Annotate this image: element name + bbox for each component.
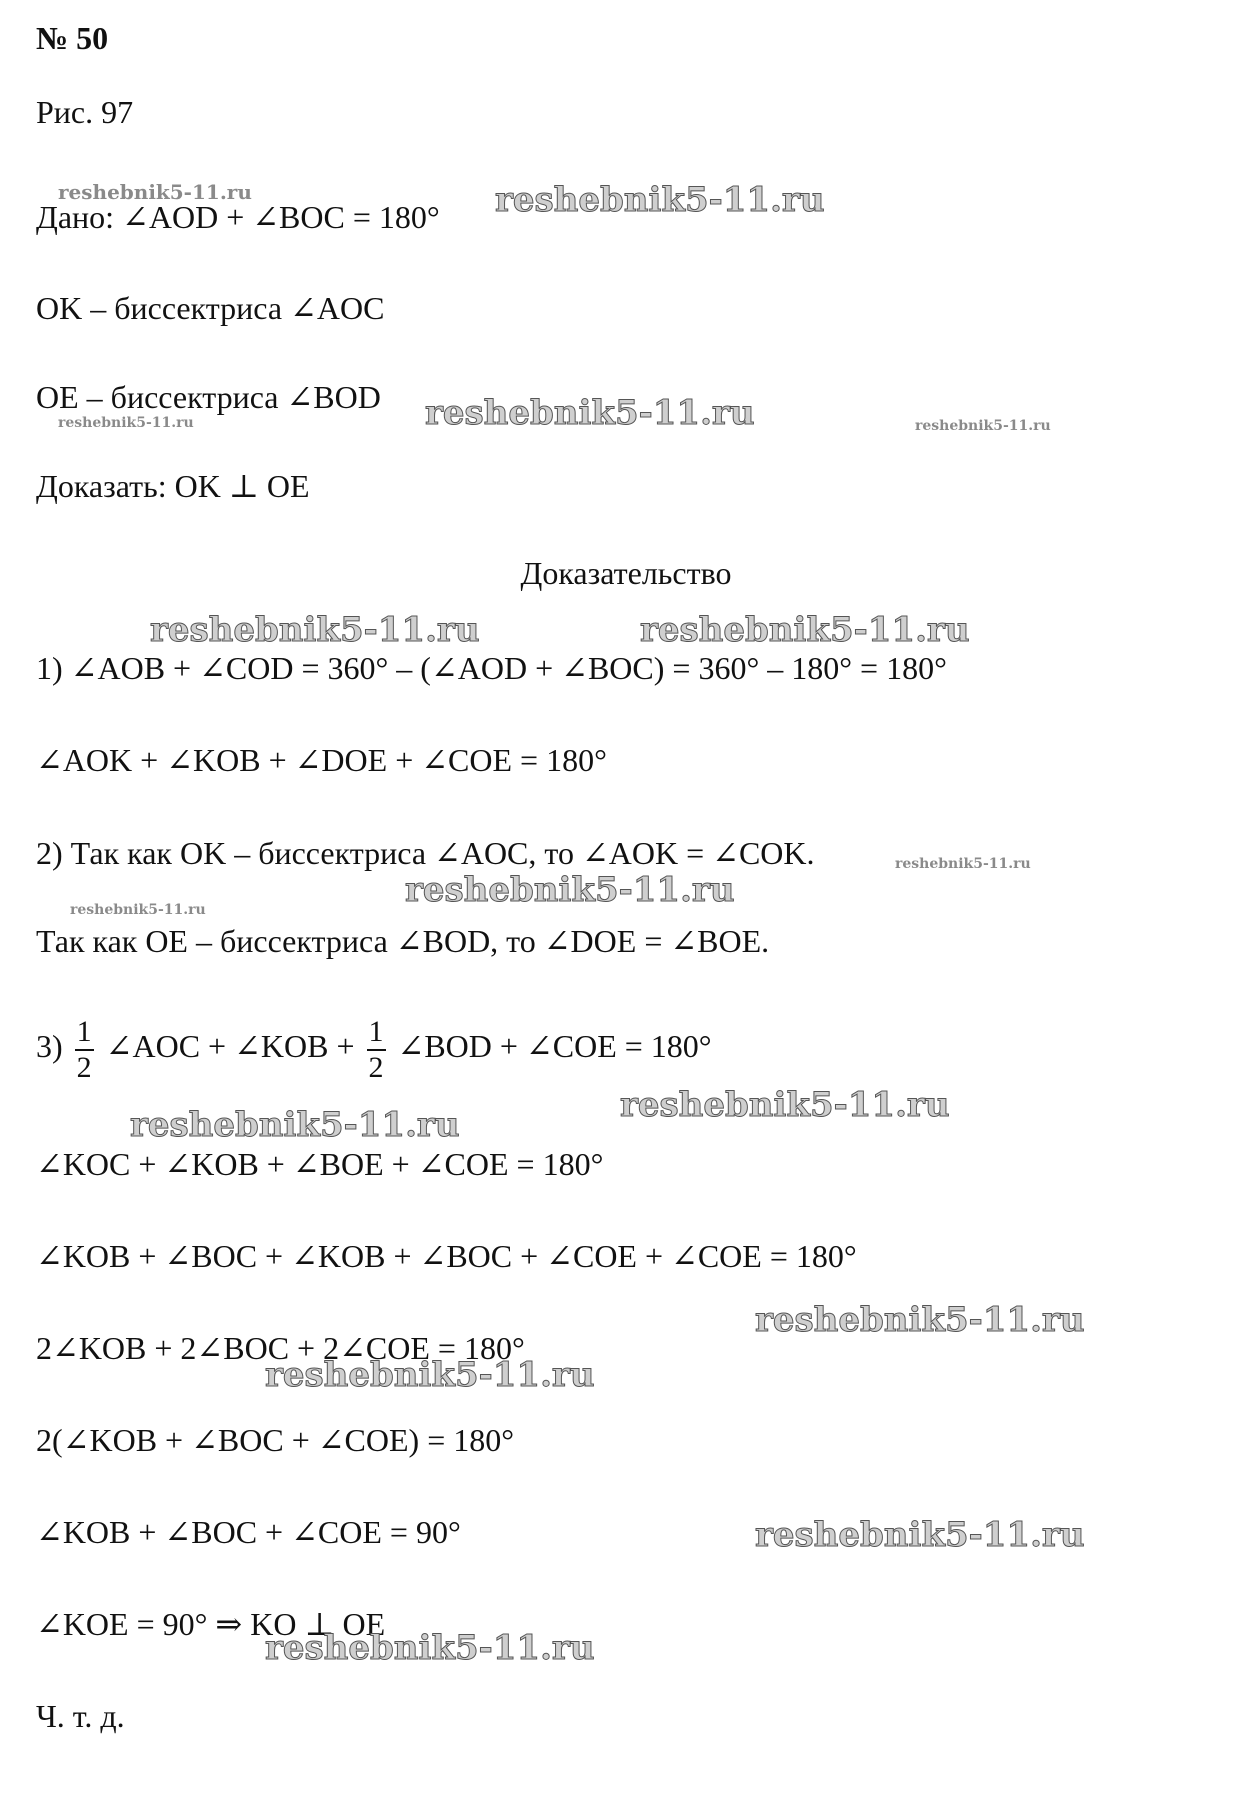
watermark: reshebnik5-11.ru (755, 1515, 1085, 1555)
fraction-denominator: 2 (76, 1050, 92, 1084)
prove-statement: Доказать: OK ⊥ OE (36, 468, 310, 504)
step-3-part-1: ∠AOC + ∠KOB + (105, 1028, 355, 1064)
fraction-one-half-a (75, 1015, 94, 1085)
fraction-numerator: 1 (75, 1015, 94, 1051)
given-line-1: Дано: ∠AOD + ∠BOC = 180° (36, 199, 440, 235)
proof-step-3c: ∠KOB + ∠BOC + ∠KOB + ∠BOC + ∠COE + ∠COE = 180° (36, 1238, 857, 1274)
watermark: reshebnik5-11.ru (150, 610, 480, 650)
given-line-3: OE – биссектриса ∠BOD (36, 379, 381, 415)
watermark: reshebnik5-11.ru (620, 1085, 950, 1125)
watermark: reshebnik5-11.ru (58, 415, 194, 431)
fraction-denominator: 2 (368, 1050, 384, 1084)
proof-heading: Доказательство (520, 555, 732, 591)
qed-mark: Ч. т. д. (36, 1698, 125, 1734)
watermark: reshebnik5-11.ru (915, 418, 1051, 434)
watermark: reshebnik5-11.ru (895, 856, 1031, 872)
step-3-prefix: 3) (36, 1028, 63, 1064)
watermark: reshebnik5-11.ru (405, 870, 735, 910)
proof-step-3e: 2(∠KOB + ∠BOC + ∠COE) = 180° (36, 1422, 515, 1458)
proof-step-3 (36, 1012, 712, 1085)
watermark: reshebnik5-11.ru (755, 1300, 1085, 1340)
watermark: reshebnik5-11.ru (265, 1355, 595, 1395)
watermark: reshebnik5-11.ru (58, 180, 252, 204)
proof-step-3d: 2∠KOB + 2∠BOC + 2∠COE = 180° (36, 1330, 525, 1366)
proof-step-3g: ∠KOE = 90° ⇒ KO ⊥ OE (36, 1606, 386, 1642)
proof-step-2a: 2) Так как OK – биссектриса ∠AOC, то ∠AOK = ∠COK. (36, 835, 815, 871)
fraction-numerator: 1 (367, 1015, 386, 1051)
problem-number: № 50 (36, 20, 109, 56)
fraction-one-half-b (367, 1015, 386, 1085)
given-line-2: OK – биссектриса ∠AOC (36, 290, 385, 326)
proof-step-1a: 1) ∠AOB + ∠COD = 360° – (∠AOD + ∠BOC) = 360° – 180° = 180° (36, 650, 947, 686)
watermark: reshebnik5-11.ru (265, 1628, 595, 1668)
watermark: reshebnik5-11.ru (130, 1105, 460, 1145)
figure-reference: Рис. 97 (36, 94, 134, 130)
proof-step-3f: ∠KOB + ∠BOC + ∠COE = 90° (36, 1514, 461, 1550)
watermark: reshebnik5-11.ru (495, 180, 825, 220)
step-3-part-2: ∠BOD + ∠COE = 180° (397, 1028, 712, 1064)
proof-step-1b: ∠AOK + ∠KOB + ∠DOE + ∠COE = 180° (36, 742, 607, 778)
proof-step-2b: Так как OE – биссектриса ∠BOD, то ∠DOE = ∠BOE. (36, 923, 770, 959)
watermark: reshebnik5-11.ru (70, 902, 206, 918)
watermark: reshebnik5-11.ru (425, 393, 755, 433)
proof-step-3b: ∠KOC + ∠KOB + ∠BOE + ∠COE = 180° (36, 1146, 604, 1182)
watermark: reshebnik5-11.ru (640, 610, 970, 650)
